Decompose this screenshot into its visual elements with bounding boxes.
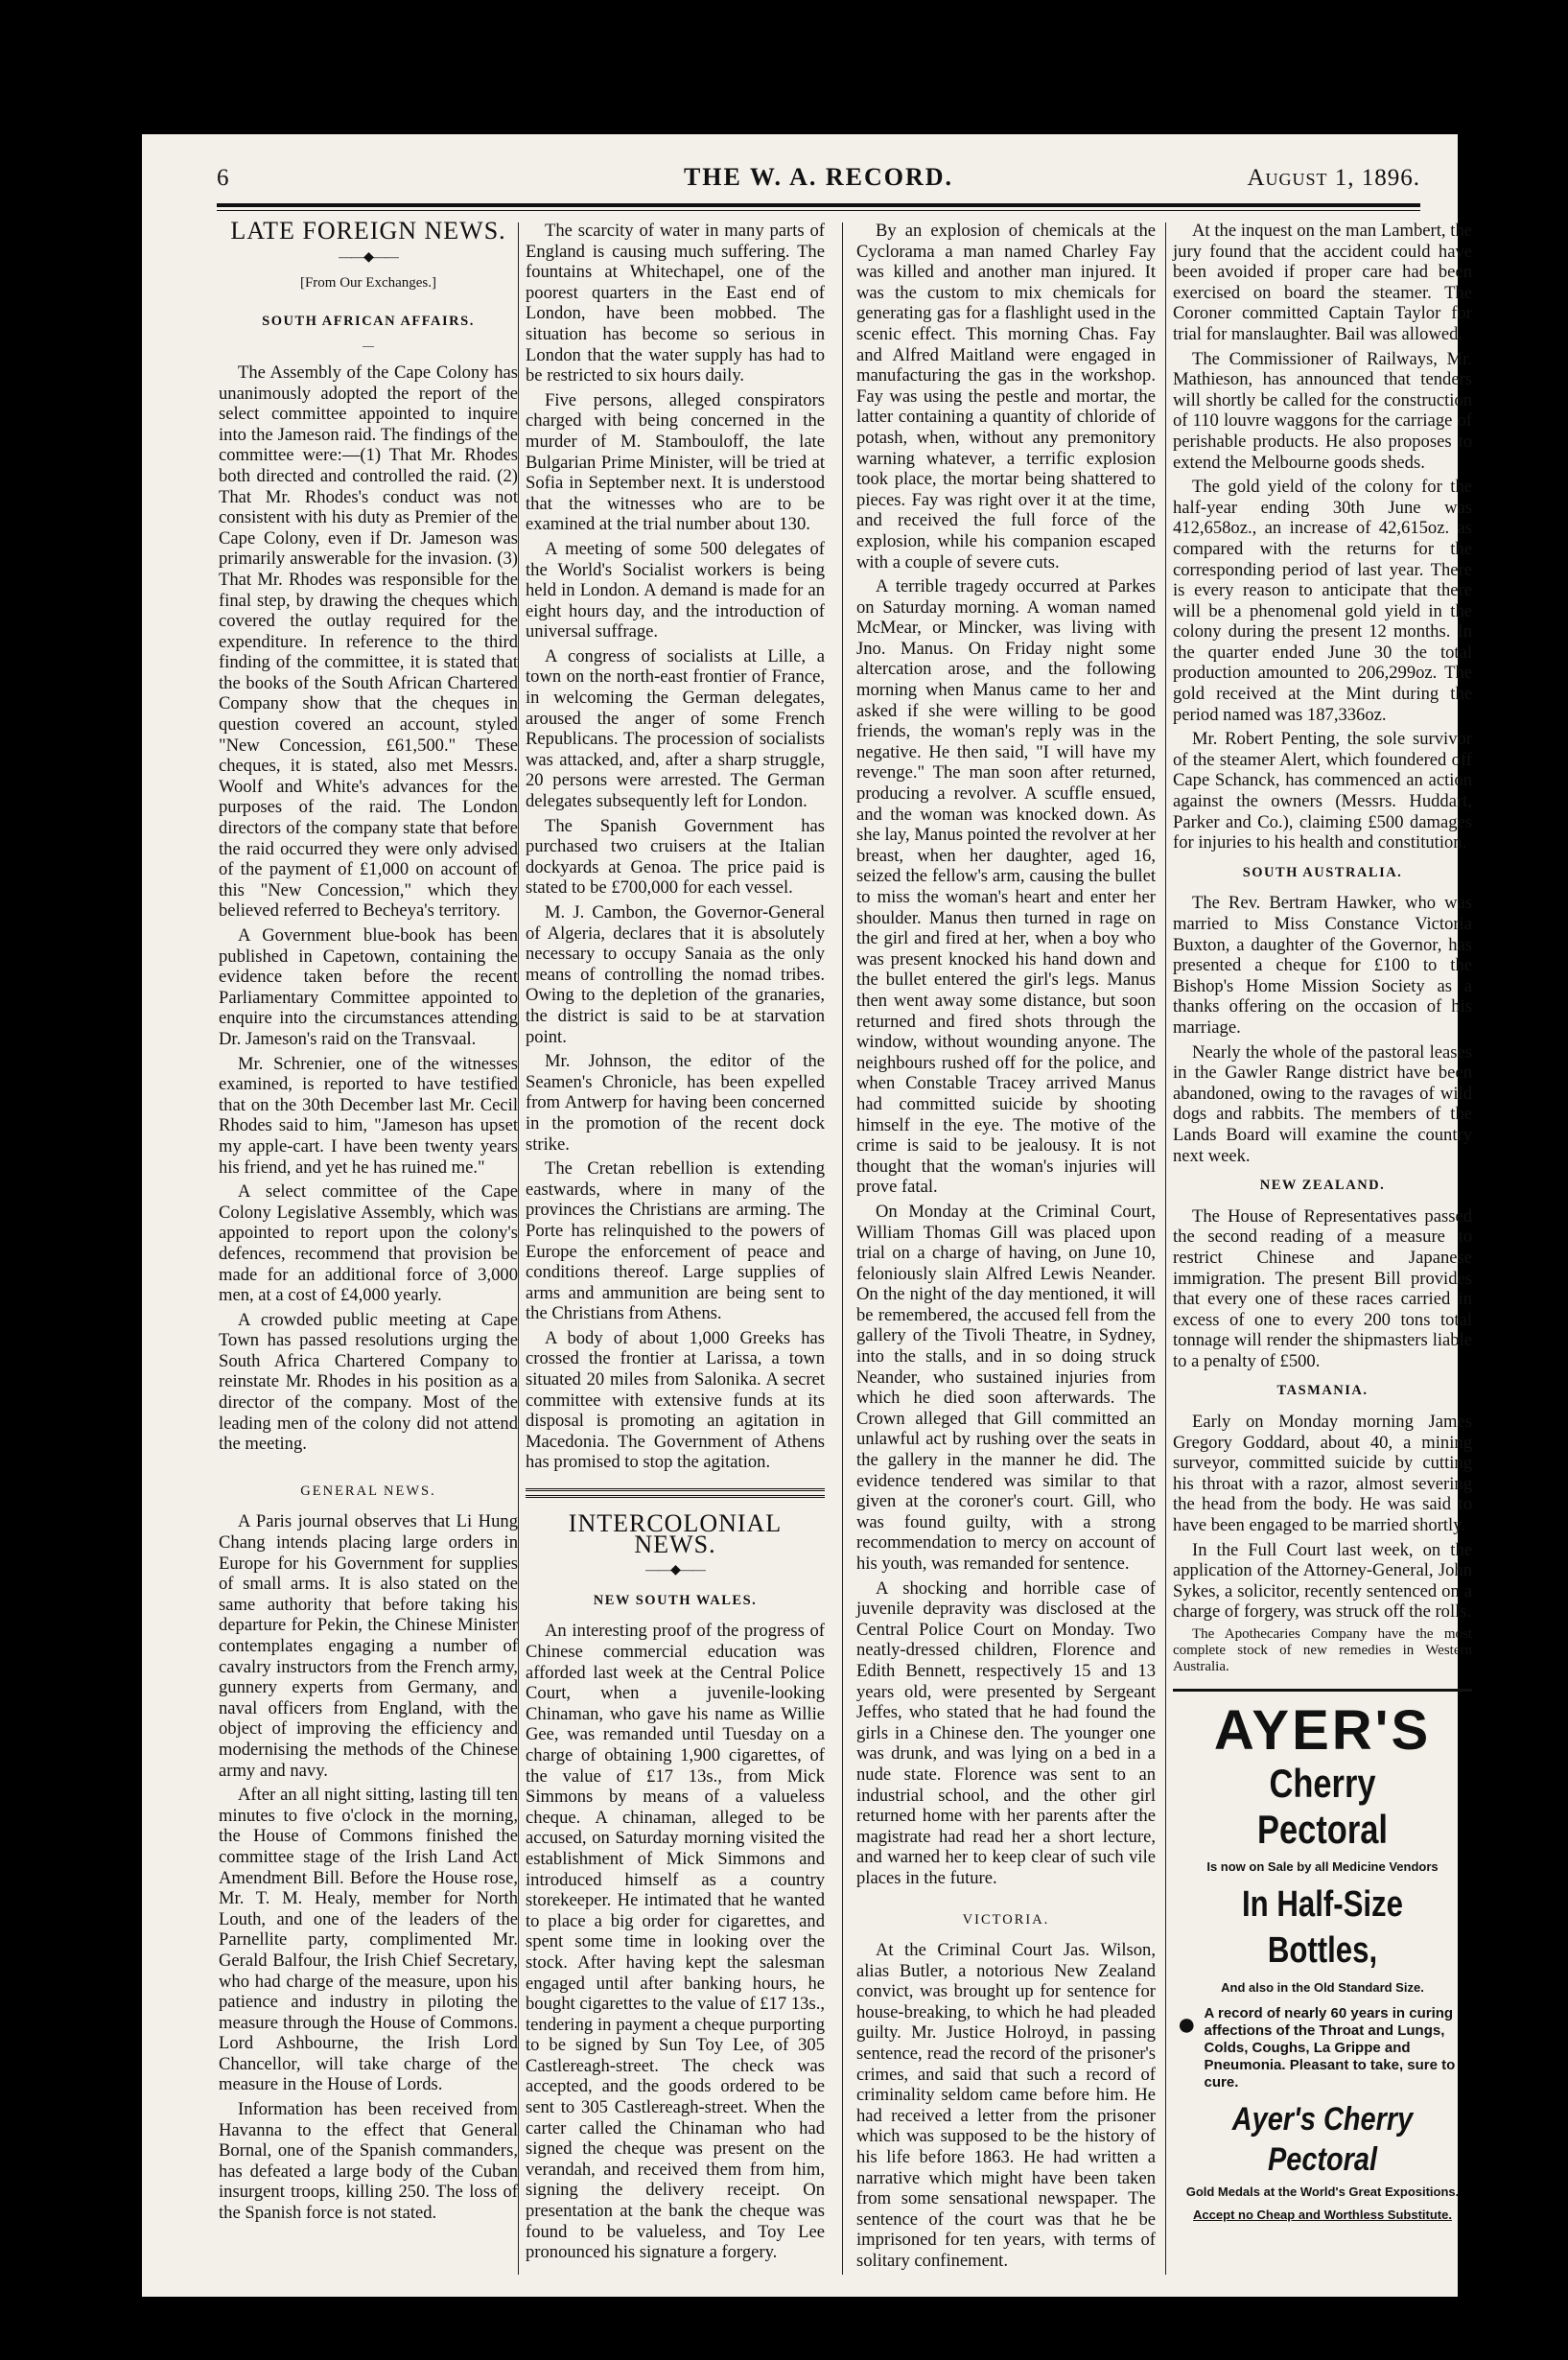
section-rule (526, 1488, 825, 1498)
column-1 (219, 217, 518, 2228)
article-paragraph: Mr. Robert Penting, the sole survivor of the steamer Alert, which foundered off Cape Schanck, has commenced an action against the owners (Messrs. Huddart, Parker and Co.), claiming £500 damages for injuries to his health and constitution. (1173, 729, 1472, 853)
article-paragraph: A body of about 1,000 Greeks has crossed the frontier at Larissa, a town situated 20 miles from Salonika. A secret committee with extensive funds at its disposal is promoting an agitation in Macedonia. The Government of Athens has promised to stop the agitation. (526, 1327, 825, 1473)
article-paragraph: The Cretan rebellion is extending eastwards, where in many of the provinces the Christians are arming. The Porte has relinquished to the powers of Europe the enforcement of peace and conditions thereof. Large supplies of arms and ammunition are being sent to the Christians from Athens. (526, 1158, 825, 1324)
page-number: 6 (217, 165, 230, 191)
newspaper-title: THE W. A. RECORD. (683, 163, 954, 191)
ad-line: And also in the Old Standard Size. (1221, 1979, 1424, 1995)
notice-text: The Apothecaries Company have the most complete stock of new remedies in Western Australia. (1173, 1626, 1472, 1674)
masthead (217, 161, 1420, 199)
newspaper-page (142, 134, 1472, 2297)
article-paragraph: A meeting of some 500 delegates of the World's Socialist workers is being held in London. A demand is made for an eight hours day, and the introduction of universal suffrage. (526, 538, 825, 643)
article-paragraph: Mr. Johnson, the editor of the Seamen's Chronicle, has been expelled from Antwerp for having been concerned in the promotion of the recent dock strike. (526, 1051, 825, 1155)
column-divider (1165, 222, 1166, 2275)
column-2 (526, 221, 825, 2267)
ad-script-name: Ayer's Cherry Pectoral (1231, 2101, 1414, 2179)
ornament-divider: ——◆—— (645, 1563, 705, 1578)
article-paragraph: Five persons, alleged conspirators charged with being concerned in the murder of M. Stambouloff, the late Bulgarian Prime Minister, will be tried at Sofia in September next. It is understood that the witnesses who are to be examined at the trial number about 130. (526, 389, 825, 535)
masthead-rule-thin (217, 210, 1420, 211)
bullet-icon: ● (1177, 2006, 1197, 2044)
article-paragraph: The Commissioner of Railways, Mr. Mathieson, has announced that tenders will shortly be called for the construction of 110 louvre waggons for the carriage of perishable products. He also proposes to extend the Melbourne goods sheds. (1173, 348, 1472, 473)
subheading: NEW SOUTH WALES. (593, 1592, 758, 1608)
article-paragraph: The gold yield of the colony for the half-year ending 30th June was 412,658oz., an increase of 42,615oz. as compared with the returns for the corresponding period of last year. There is every reason to anticipate that there will be a phenomenal gold yield in the colony during the present 12 months. In the quarter ended June 30 the total production amounted to 206,299oz. The gold received at the Mint during the period named was 187,336oz. (1173, 477, 1472, 725)
ad-brand: AYER'S (1213, 1699, 1432, 1762)
subheading: GENERAL NEWS. (300, 1483, 436, 1499)
source-note: [From Our Exchanges.] (299, 275, 437, 292)
section-title: LATE FOREIGN NEWS. (230, 217, 506, 245)
masthead-rule (217, 203, 1420, 207)
subheading: VICTORIA. (962, 1911, 1050, 1928)
ad-feature-text: A record of nearly 60 years in curing affections of the Throat and Lungs, Colds, Coughs, La Grippe and Pneumonia. Pleasant to take, sure to cure. (1204, 2005, 1456, 2091)
ad-feature (1177, 2005, 1468, 2091)
article-paragraph: A Government blue-book has been published in Capetown, containing the evidence taken before the recent Parliamentary Committee appointed to enquire into the circumstances attending Dr. Jameson's raid on the Transvaal. (219, 925, 518, 1049)
column-divider (842, 222, 843, 2275)
article-paragraph: On Monday at the Criminal Court, William Thomas Gill was placed upon trial on a charge of having, on June 10, feloniously slain Alfred Lewis Neander. On the night of the day mentioned, it will be remembered, the accused fell from the gallery of the Tivoli Theatre, in Sydney, into the stalls, and in so doing struck Neander, who sustained injuries from which he died soon afterwards. The Crown alleged that Gill committed an unlawful act by rushing over the seats in the gallery in the manner he did. The evidence tendered was similar to that given at the coroner's court. Gill, who was found guilty, with a strong recommendation to mercy on account of his youth, was remanded for sentence. (856, 1201, 1156, 1574)
article-paragraph: After an all night sitting, lasting till ten minutes to five o'clock in the morning, the House of Commons finished the committee stage of the Irish Land Act Amendment Bill. Before the House rose, Mr. T. M. Healy, member for North Louth, and one of the leaders of the Parnellite party, complimented Mr. Gerald Balfour, the Irish Chief Secretary, who had charge of the measure, upon his patience and industry in piloting the measure through the House of Commons. Lord Ashbourne, the Irish Lord Chancellor, will take charge of the measure in the House of Lords. (219, 1785, 518, 2095)
dash-divider: — (363, 339, 374, 353)
article-paragraph: Information has been received from Havanna to the effect that General Bornal, one of the Spanish commanders, has defeated a large body of the Cuban insurgent troops, killing 250. The loss of the Spanish force is not stated. (219, 2099, 518, 2224)
article-paragraph: A terrible tragedy occurred at Parkes on Saturday morning. A woman named McMear, or Mincker, was living with Jno. Manus. On Friday night some altercation arose, and the following morning when Manus came to her and asked if she were willing to be good friends, the woman's reply was in the negative. He then said, "I will have my revenge." The man soon after returned, producing a revolver. A scuffle ensued, and the woman was knocked down. As she lay, Manus pointed the revolver at her breast, when her daughter, aged 16, seized the fellow's arm, causing the bullet to miss the woman's heart and enter her shoulder. Manus then turned in rage on the girl and fired at her, when a boy who was present knocked his hand down and the bullet entered the girl's legs. Manus then went away some distance, but soon returned and fired shots through the window, without wounding anyone. The neighbours rushed off for the police, and when Constable Tracey arrived Manus had committed suicide by shooting himself in the eye. The motive of the crime is said to be jealousy. It is not thought that the woman's injuries will prove fatal. (856, 576, 1156, 1198)
ornament-divider: ——◆—— (339, 249, 398, 265)
ad-medals: Gold Medals at the World's Great Expositions. (1185, 2185, 1460, 2200)
column-divider (518, 222, 519, 2275)
article-paragraph: A Paris journal observes that Li Hung Chang intends placing large orders in Europe for his Government for supplies of small arms. It is also stated on the same authority that before taking his departure for Pekin, the Chinese Minister contemplates engaging a number of cavalry instructors from the French army, gunnery experts from Germany, and naval officers from England, with the object of improving the efficiency and modernising the methods of the Chinese army and navy. (219, 1511, 518, 1781)
article-paragraph: In the Full Court last week, on the application of the Attorney-General, John Sykes, a solicitor, recently sentenced on a charge of forgery, was struck off the rolls. (1173, 1539, 1472, 1623)
article-paragraph: Nearly the whole of the pastoral leases in the Gawler Range district have been abandoned, owing to the ravages of wild dogs and rabbits. The members of the Lands Board will examine the country next week. (1173, 1041, 1472, 1166)
article-paragraph: A shocking and horrible case of juvenile depravity was disclosed at the Central Police Court on Monday. Two neatly-dressed children, Florence and Edith Bennett, respectively 15 and 13 years old, were presented by Sergeant Jeffes, who stated that he had found the girls in a Chinese den. The younger one was drunk, and was lying on a bed in a nude state. Florence was sent to an industrial school, and the other girl returned home with her parents after the magistrate had read her a short lecture, and warned her to keep clear of such vile places in the future. (856, 1577, 1156, 1888)
article-paragraph: Mr. Schrenier, one of the witnesses examined, is reported to have testified that on the 30th December last Mr. Cecil Rhodes said to him, "Jameson has upset my apple-cart. I have been twenty years his friend, and yet he has ruined me." (219, 1053, 518, 1178)
column-4 (1173, 221, 1472, 2227)
article-paragraph: An interesting proof of the progress of Chinese commercial education was afforded last week at the Central Police Court, when a juvenile-looking Chinaman, who gave his name as Willie Gee, was remanded until Tuesday on a charge of obtaining 1,900 cigarettes, of the value of £17 13s., from Mick Simmons by means of a valueless cheque. A chinaman, alleged to be accused, on Saturday morning visited the establishment of Mick Simmons and introduced himself as a country storekeeper. He intimated that he wanted to place a big order for cigarettes, and spent some time in looking over the stock. After having kept the salesman engaged until after banking hours, he bought cigarettes to the value of £17 13s., tendering in payment a cheque purporting to be signed by Sun Toy Lee, of 305 Castlereagh-street. The check was accepted, and the goods ordered to be sent to 305 Castlereagh-street. When the carter called the Chinaman who had signed the cheque was present on the verandah, and received them from him, signing the delivery receipt. On presentation at the bank the cheque was found to be valueless, and Toy Lee pronounced his signature a forgery. (526, 1621, 825, 2263)
subheading: TASMANIA. (1276, 1383, 1369, 1399)
advertisement (1173, 1689, 1472, 2225)
subheading: SOUTH AUSTRALIA. (1242, 864, 1403, 880)
ad-product: Cherry Pectoral (1257, 1761, 1388, 1852)
article-paragraph: At the inquest on the man Lambert, the jury found that the accident could have been avoided if proper care had been exercised on board the steamer. The Coroner committed Captain Taylor for trial for manslaughter. Bail was allowed. (1173, 221, 1472, 344)
article-paragraph: M. J. Cambon, the Governor-General of Algeria, declares that it is absolutely necessary to occupy Sanaia as the only means of controlling the nomad tribes. Owing to the depletion of the granaries, the district is said to be at starvation point. (526, 902, 825, 1047)
article-paragraph: The Rev. Bertram Hawker, who was married to Miss Constance Victoria Buxton, a daughter of the Governor, has presented a cheque for £100 to the Bishop's Home Mission Society as a thanks offering on the occasion of his marriage. (1173, 893, 1472, 1038)
article-paragraph: A crowded public meeting at Cape Town has passed resolutions urging the South Africa Chartered Company to reinstate Mr. Rhodes in his position as a director of the company. Most of the leading men of the colony did not attend the meeting. (219, 1309, 518, 1455)
article-paragraph: At the Criminal Court Jas. Wilson, alias Butler, a notorious New Zealand convict, was brought up for sentence for house-breaking, to which he had pleaded guilty. Mr. Justice Holroyd, in passing sentence, read the record of the prisoner's crimes, and said that such a record of criminality seldom came before him. He had received a letter from the prisoner which was supposed to be the history of his life before 1863. He had written a narrative which might have been taken from some sensational newspaper. The sentence of the court was that he be imprisoned for ten years, with terms of solitary confinement. (856, 1940, 1156, 2271)
section-title: INTERCOLONIAL NEWS. (568, 1509, 783, 1558)
column-3 (856, 221, 1156, 2276)
article-paragraph: The scarcity of water in many parts of England is causing much suffering. The fountains at Whitechapel, one of the poorest quarters in the East end of London, have been mobbed. The situation has become so serious in London that the water supply has had to be restricted to six hours daily. (526, 221, 825, 386)
article-paragraph: A select committee of the Cape Colony Legislative Assembly, which was appointed to report upon the colony's defences, recommend that provision be made for an additional force of 3,000 men, at a cost of £4,000 yearly. (219, 1181, 518, 1306)
subheading: SOUTH AFRICAN AFFAIRS. (262, 313, 475, 329)
ad-size: In Half-Size Bottles, (1242, 1883, 1403, 1971)
article-paragraph: The Spanish Government has purchased two cruisers at the Italian dockyards at Genoa. The price paid is stated to be £700,000 for each vessel. (526, 815, 825, 899)
ad-warning: Accept no Cheap and Worthless Substitute. (1193, 2207, 1452, 2222)
article-paragraph: The Assembly of the Cape Colony has unanimously adopted the report of the select committee appointed to inquire into the Jameson raid. The findings of the committee were:—(1) That Mr. Rhodes both directed and controlled the raid. (2) That Mr. Rhodes's conduct was not consistent with his duty as Premier of the Cape Colony, even if Dr. Jameson was primarily answerable for the invasion. (3) That Mr. Rhodes was responsible for the final step, by drawing the cheques which covered the outlay required for the expenditure. In reference to the third finding of the committee, it is stated that the books of the South African Chartered Company show that the cheques in question covered an account, styled "New Concession, £61,500." These cheques, it is stated, also met Messrs. Woolf and White's advances for the purposes of the raid. The London directors of the company state that before the raid occurred they were only advised of the payment of £1,000 on account of this "New Concession," which they believed referred to Becheya's territory. (219, 362, 518, 922)
article-paragraph: Early on Monday morning James Gregory Goddard, about 40, a mining surveyor, committed suicide by cutting his throat with a razor, almost severing the head from the body. He was said to have been engaged to be married shortly. (1173, 1412, 1472, 1536)
subheading: NEW ZEALAND. (1259, 1178, 1386, 1194)
ad-line: Is now on Sale by all Medicine Vendors (1206, 1859, 1439, 1874)
article-paragraph: The House of Representatives passed the second reading of a measure to restrict Chinese and Japanese immigration. The present Bill provides that every one of these races carried in excess of one to every 200 tons total tonnage will render the shipmasters liable to a penalty of £500. (1173, 1205, 1472, 1371)
issue-date: August 1, 1896. (1247, 165, 1420, 191)
article-paragraph: By an explosion of chemicals at the Cyclorama a man named Charley Fay was killed and another man injured. It was the custom to mix chemicals for generating gas for a flashlight used in the scenic effect. This morning Chas. Fay and Alfred Maitland were engaged in manufacturing the gas in the workshop. Fay was using the pestle and mortar, the latter containing a quantity of chloride of potash, when, without any premonitory warning whatever, a terrific explosion took place, the mortar being shattered to pieces. Fay was right over it at the time, and received the full force of the explosion, while his companion escaped with a couple of severe cuts. (856, 221, 1156, 572)
article-paragraph: A congress of socialists at Lille, a town on the north-east frontier of France, in welcoming the German delegates, aroused the anger of some French Republicans. The procession of socialists was attacked, and, after a sharp struggle, 20 persons were arrested. The German delegates subsequently left for London. (526, 645, 825, 812)
